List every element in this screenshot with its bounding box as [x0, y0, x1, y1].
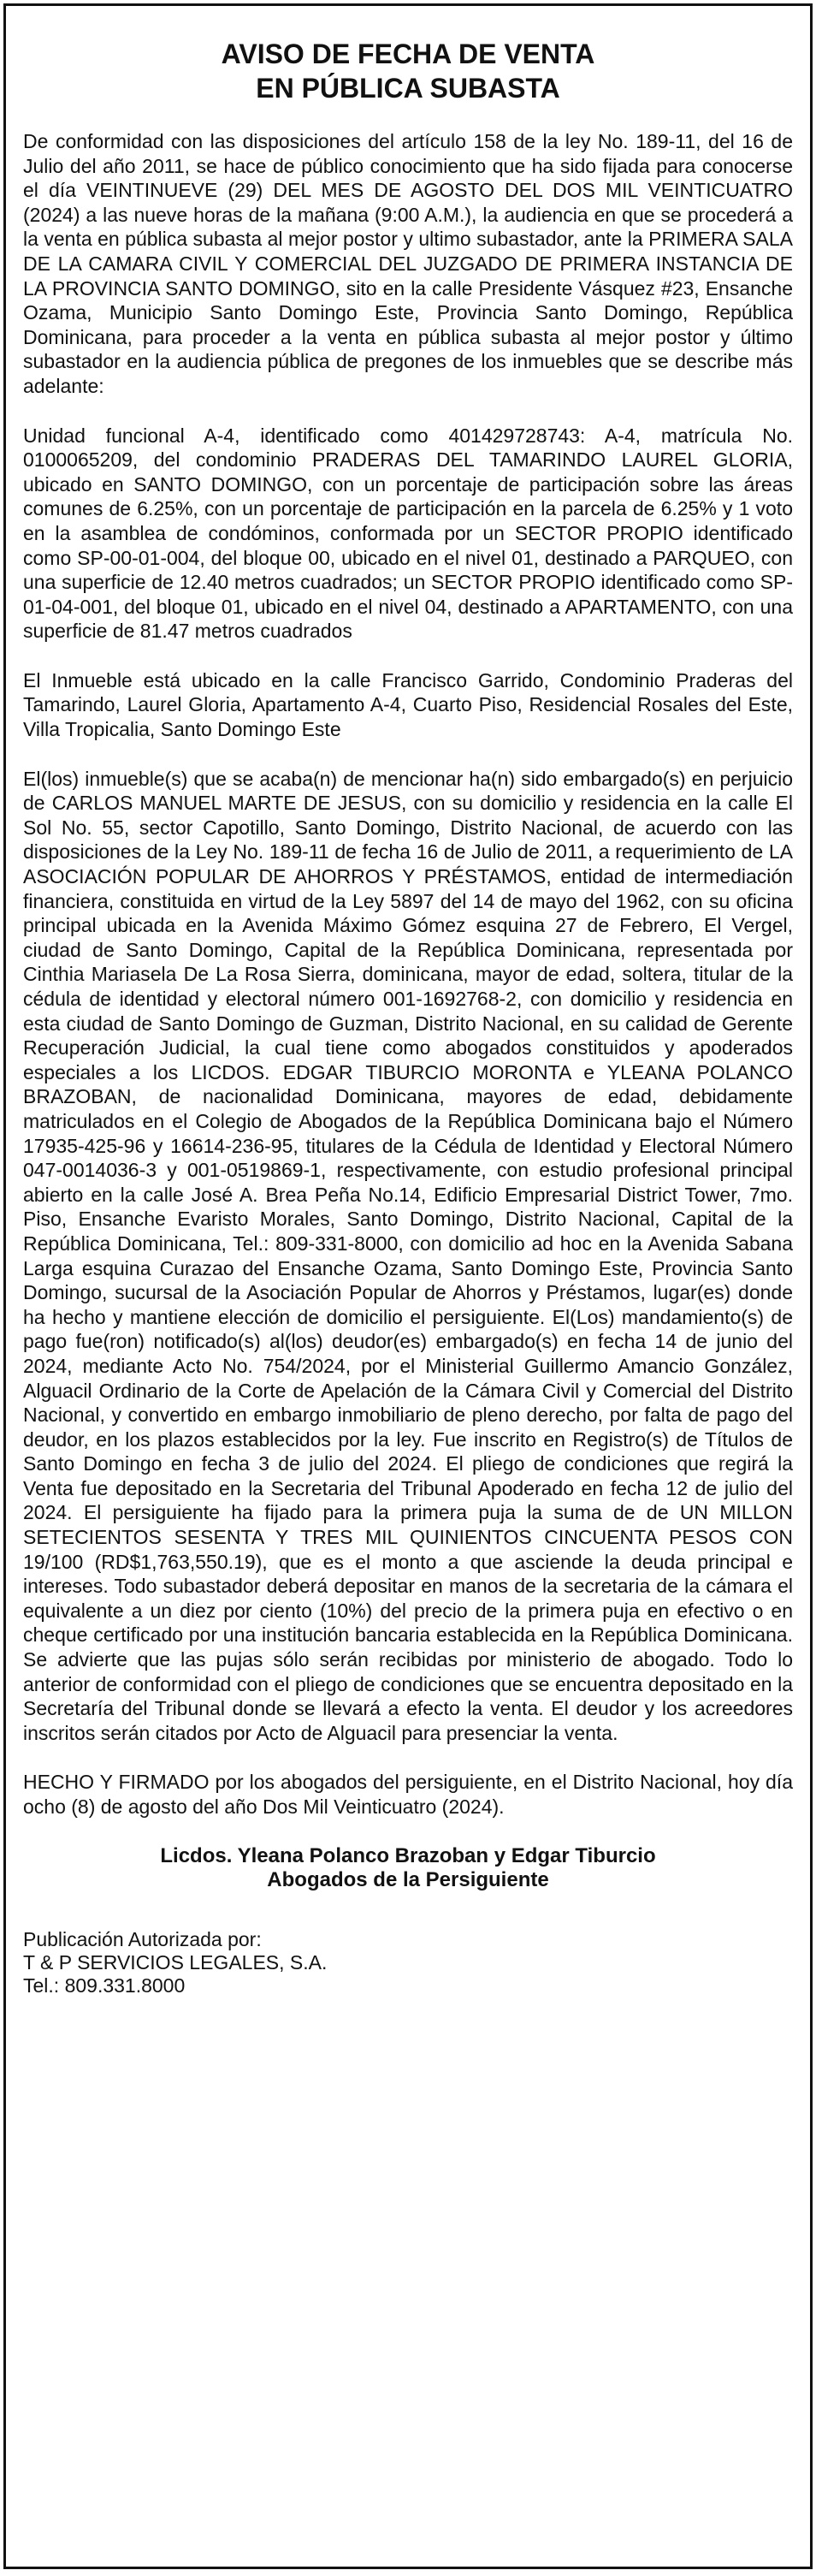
paragraph-property-location: El Inmueble está ubicado en la calle Francisco Garrido, Condominio Praderas del Tamarindo, Laurel Gloria, Apartamento A-4, Cuarto Piso, Residencial Rosales del Este, Villa Tropicalia, Santo Domingo Este	[23, 668, 793, 741]
publication-company: T & P SERVICIOS LEGALES, S.A.	[23, 1950, 328, 1974]
publication-phone: Tel.: 809.331.8000	[23, 1974, 186, 1997]
publication-block	[23, 1928, 793, 1997]
notice-title	[23, 37, 793, 105]
paragraph-property-description: Unidad funcional A-4, identificado como 401429728743: A-4, matrícula No. 0100065209, del condominio PRADERAS DEL TAMARINDO LAUREL GLORIA, ubicado en SANTO DOMINGO, con un porcentaje de participación sobre las áreas comunes de 6.25%, con un porcentaje de participación en la parcela de 6.25% y 1 voto en la asamblea de condóminos, conformada por un SECTOR PROPIO identificado como SP-00-01-004, del bloque 00, ubicado en el nivel 01, destinado a PARQUEO, con una superficie de 12.40 metros cuadrados; un SECTOR PROPIO identificado como SP-01-04-001, del bloque 01, ubicado en el nivel 04, destinado a APARTAMENTO, con una superficie de 81.47 metros cuadrados	[23, 424, 793, 643]
legal-notice	[3, 3, 813, 2569]
signature-names: Licdos. Yleana Polanco Brazoban y Edgar Tiburcio	[160, 1843, 656, 1867]
paragraph-auction-date: De conformidad con las disposiciones del artículo 158 de la ley No. 189-11, del 16 de Julio del año 2011, se hace de público conocimiento que ha sido fijada para conocerse el día VEINTINUEVE (29) DEL MES DE AGOSTO DEL DOS MIL VEINTICUATRO (2024) a las nueve horas de la mañana (9:00 A.M.), la audiencia en que se procederá a la venta en pública subasta al mejor postor y ultimo subastador, ante la PRIMERA SALA DE LA CAMARA CIVIL Y COMERCIAL DEL JUZGADO DE PRIMERA INSTANCIA DE LA PROVINCIA SANTO DOMINGO, sito en la calle Presidente Vásquez #23, Ensanche Ozama, Municipio Santo Domingo Este, Provincia Santo Domingo, República Dominicana, para proceder a la venta en pública subasta al mejor postor y último subastador en la audiencia pública de pregones de los inmuebles que se describe más adelante:	[23, 130, 793, 397]
title-line-1: AVISO DE FECHA DE VENTA	[221, 39, 595, 69]
signature-block	[23, 1844, 793, 1892]
publication-label: Publicación Autorizada por:	[23, 1927, 262, 1950]
paragraph-signed: HECHO Y FIRMADO por los abogados del persiguiente, en el Distrito Nacional, hoy día ocho (8) de agosto del año Dos Mil Veinticuatro (2024).	[23, 1771, 793, 1818]
paragraph-seizure-details: El(los) inmueble(s) que se acaba(n) de mencionar ha(n) sido embargado(s) en perjuicio de CARLOS MANUEL MARTE DE JESUS, con su domicilio y residencia en la calle El Sol No. 55, sector Capotillo, Santo Domingo, Distrito Nacional, de acuerdo con las disposiciones de la Ley No. 189-11 de fecha 16 de Julio de 2011, a requerimiento de LA ASOCIACIÓN POPULAR DE AHORROS Y PRÉSTAMOS, entidad de intermediación financiera, constituida en virtud de la Ley 5897 del 14 de mayo del 1962, con su oficina principal ubicada en la Avenida Máximo Gómez esquina 27 de Febrero, El Vergel, ciudad de Santo Domingo, Capital de la República Dominicana, representada por Cinthia Mariasela De La Rosa Sierra, dominicana, mayor de edad, soltera, titular de la cédula de identidad y electoral número 001-1692768-2, con domicilio y residencia en esta ciudad de Santo Domingo de Guzman, Distrito Nacional, en su calidad de Gerente Recuperación Judicial, la cual tiene como abogados constituidos y apoderados especiales a los LICDOS. EDGAR TIBURCIO MORONTA e YLEANA POLANCO BRAZOBAN, de nacionalidad Dominicana, mayores de edad, debidamente matriculados en el Colegio de Abogados de la República Dominicana bajo el Número 17935-425-96 y 16614-236-95, titulares de la Cédula de Identidad y Electoral Número 047-0014036-3 y 001-0519869-1, respectivamente, con estudio profesional principal abierto en la calle José A. Brea Peña No.14, Edificio Empresarial District Tower, 7mo. Piso, Ensanche Evaristo Morales, Santo Domingo, Distrito Nacional, Capital de la República Dominicana, Tel.: 809-331-8000, con domicilio ad hoc en la Avenida Sabana Larga esquina Curazao del Ensanche Ozama, Santo Domingo Este, Provincia Santo Domingo, sucursal de la Asociación Popular de Ahorros y Préstamos, lugar(es) donde ha hecho y mantiene elección de domicilio el persiguiente. El(Los) mandamiento(s) de pago fue(ron) notificado(s) al(los) deudor(es) embargado(s) en fecha 14 de junio del 2024, mediante Acto No. 754/2024, por el Ministerial Guillermo Amancio González, Alguacil Ordinario de la Corte de Apelación de la Cámara Civil y Comercial del Distrito Nacional, y convertido en embargo inmobiliario de pleno derecho, por falta de pago del deudor, en los plazos establecidos por la ley. Fue inscrito en Registro(s) de Títulos de Santo Domingo en fecha 3 de julio del 2024. El pliego de condiciones que regirá la Venta fue depositado en la Secretaria del Tribunal Apoderado en fecha 12 de julio del 2024. El persiguiente ha fijado para la primera puja la suma de de UN MILLON SETECIENTOS SESENTA Y TRES MIL QUINIENTOS CINCUENTA PESOS CON 19/100 (RD$1,763,550.19), que es el monto a que asciende la deuda principal e intereses. Todo subastador deberá depositar en manos de la secretaria de la cámara el equivalente a un diez por ciento (10%) del precio de la primera puja en efectivo o en cheque certificado por una institución bancaria establecida en la República Dominicana. Se advierte que las pujas sólo serán recibidas por ministerio de abogado. Todo lo anterior de conformidad con el pliego de condiciones que se encuentra depositado en la Secretaría del Tribunal donde se llevará a efecto la venta. El deudor y los acreedores inscritos serán citados por Acto de Alguacil para presenciar la venta.	[23, 767, 793, 1744]
title-line-2: EN PÚBLICA SUBASTA	[256, 73, 560, 104]
signature-role: Abogados de la Persiguiente	[267, 1867, 549, 1891]
